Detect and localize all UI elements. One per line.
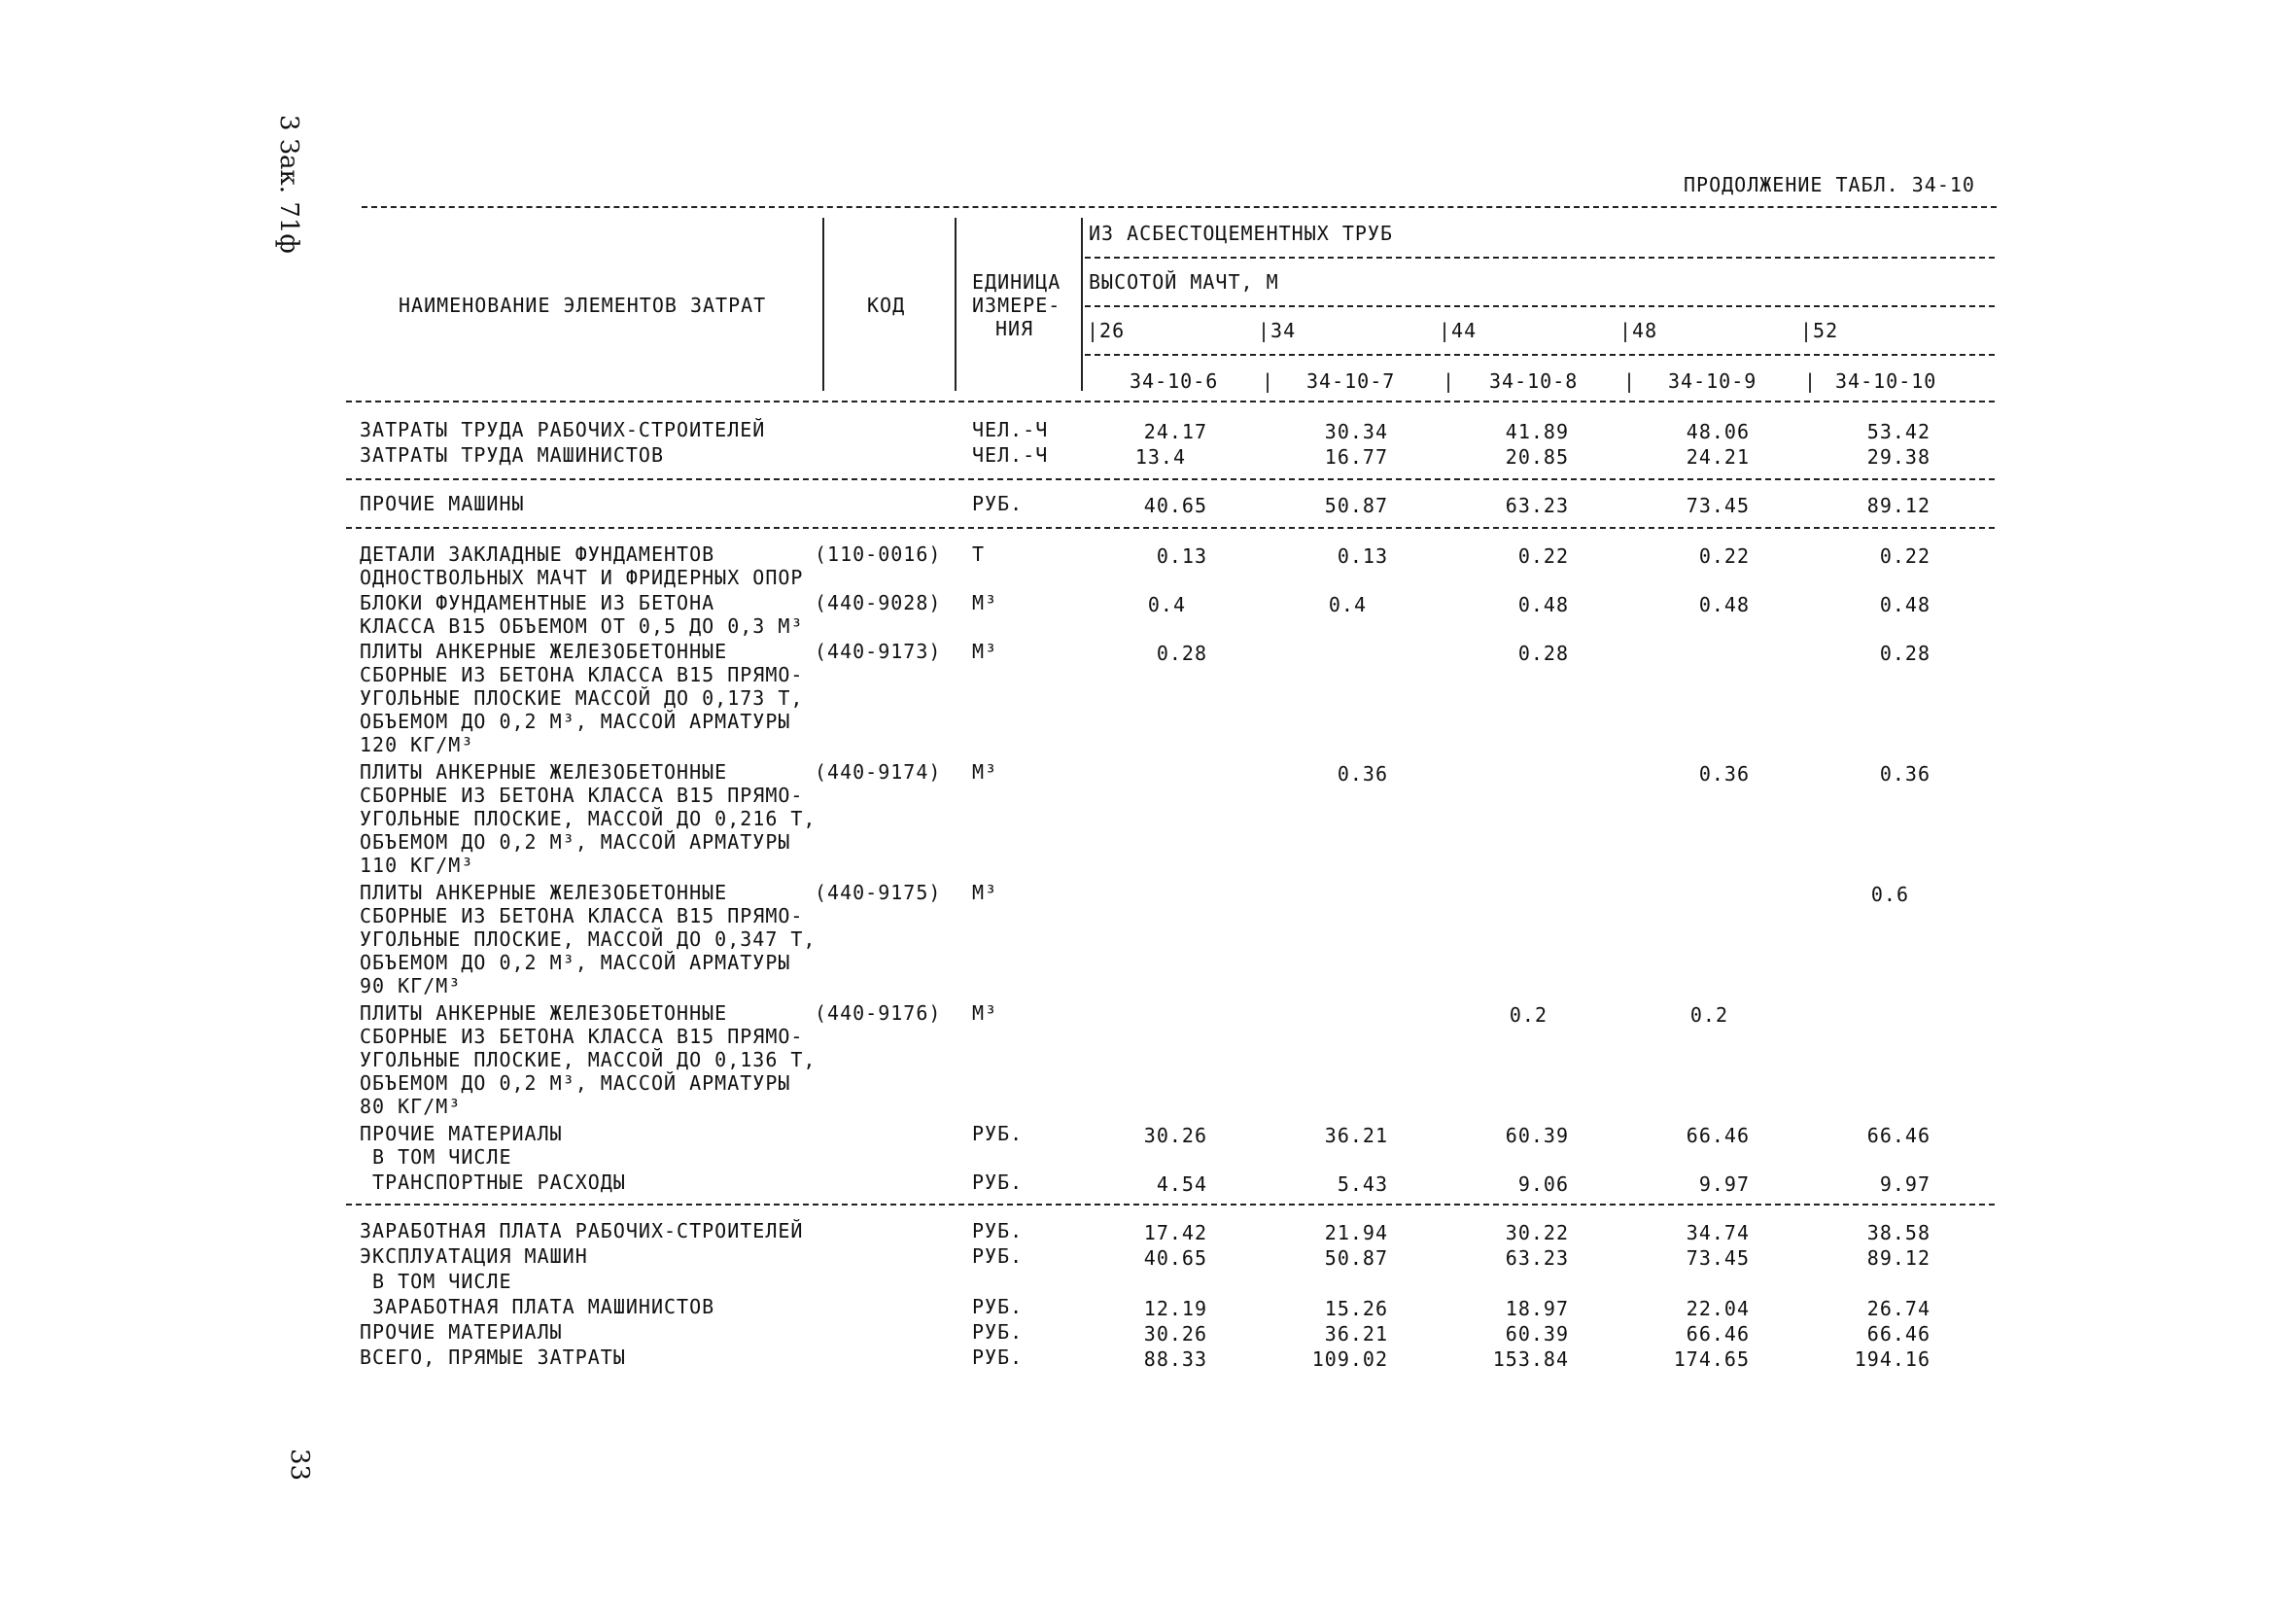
totals-unit-5: РУБ. xyxy=(972,1346,1024,1369)
material-3-val-4: 0.36 xyxy=(1879,762,1931,786)
totals-5-val-2: 153.84 xyxy=(1492,1347,1569,1371)
material-4-val-4: 0.6 xyxy=(1870,883,1909,906)
margin-page-number: 33 xyxy=(285,1449,314,1482)
material-1-val-4: 0.48 xyxy=(1879,593,1931,616)
totals-4-val-3: 66.46 xyxy=(1686,1322,1750,1346)
height-52: |52 xyxy=(1800,319,1839,342)
material-2-val-0: 0.28 xyxy=(1156,642,1207,665)
labor-unit-1: ЧЕЛ.-Ч xyxy=(972,443,1049,467)
code-34-10-10: 34-10-10 xyxy=(1835,369,1937,393)
totals-0-val-2: 30.22 xyxy=(1505,1221,1569,1244)
material-1-unit: М³ xyxy=(972,591,998,614)
totals-4-val-2: 60.39 xyxy=(1505,1322,1569,1346)
totals-name-3: ЗАРАБОТНАЯ ПЛАТА МАШИНИСТОВ xyxy=(360,1295,715,1318)
material-0-line-1: ОДНОСТВОЛЬНЫХ МАЧТ И ФРИДЕРНЫХ ОПОР xyxy=(360,566,804,589)
material-5-line-4: 80 КГ/М³ xyxy=(360,1095,462,1118)
totals-3-val-2: 18.97 xyxy=(1505,1297,1569,1320)
material-3-line-0: ПЛИТЫ АНКЕРНЫЕ ЖЕЛЕЗОБЕТОННЫЕ xyxy=(360,760,728,784)
labor-0-val-1: 30.34 xyxy=(1324,420,1388,443)
totals-name-4: ПРОЧИЕ МАТЕРИАЛЫ xyxy=(360,1320,563,1344)
material-7-val-2: 9.06 xyxy=(1517,1172,1569,1196)
rule-header-heights xyxy=(1085,354,1995,356)
material-1-val-0: 0.4 xyxy=(1147,593,1186,616)
labor-1-val-0: 13.4 xyxy=(1134,445,1186,469)
material-5-code: (440-9176) xyxy=(815,1001,942,1025)
material-1-code: (440-9028) xyxy=(815,591,942,614)
material-2-line-2: УГОЛЬНЫЕ ПЛОСКИЕ МАССОЙ ДО 0,173 Т, xyxy=(360,686,804,710)
header-name-col: НАИМЕНОВАНИЕ ЭЛЕМЕНТОВ ЗАТРАТ xyxy=(399,294,767,317)
height-48: |48 xyxy=(1619,319,1658,342)
totals-unit-4: РУБ. xyxy=(972,1320,1024,1344)
code-34-10-7: 34-10-7 xyxy=(1306,369,1396,393)
labor-0-val-0: 24.17 xyxy=(1143,420,1207,443)
material-2-line-1: СБОРНЫЕ ИЗ БЕТОНА КЛАССА В15 ПРЯМО- xyxy=(360,663,804,686)
material-4-line-1: СБОРНЫЕ ИЗ БЕТОНА КЛАССА В15 ПРЯМО- xyxy=(360,904,804,927)
machines-0-val-1: 50.87 xyxy=(1324,494,1388,517)
material-2-val-2: 0.28 xyxy=(1517,642,1569,665)
machines-unit-0: РУБ. xyxy=(972,492,1024,515)
totals-0-val-0: 17.42 xyxy=(1143,1221,1207,1244)
material-5-line-3: ОБЪЕМОМ ДО 0,2 М³, МАССОЙ АРМАТУРЫ xyxy=(360,1071,791,1095)
totals-5-val-4: 194.16 xyxy=(1854,1347,1931,1371)
material-4-line-3: ОБЪЕМОМ ДО 0,2 М³, МАССОЙ АРМАТУРЫ xyxy=(360,951,791,974)
material-7-val-1: 5.43 xyxy=(1337,1172,1388,1196)
labor-1-val-2: 20.85 xyxy=(1505,445,1569,469)
totals-name-2: В ТОМ ЧИСЛЕ xyxy=(360,1270,512,1293)
material-5-line-0: ПЛИТЫ АНКЕРНЫЕ ЖЕЛЕЗОБЕТОННЫЕ xyxy=(360,1001,728,1025)
rule-top xyxy=(362,206,1997,208)
totals-1-val-3: 73.45 xyxy=(1686,1246,1750,1270)
material-5-line-2: УГОЛЬНЫЕ ПЛОСКИЕ, МАССОЙ ДО 0,136 Т, xyxy=(360,1048,817,1071)
header-group: ИЗ АСБЕСТОЦЕМЕНТНЫХ ТРУБ xyxy=(1089,222,1393,245)
labor-name-0: ЗАТРАТЫ ТРУДА РАБОЧИХ-СТРОИТЕЛЕЙ xyxy=(360,418,766,441)
totals-4-val-1: 36.21 xyxy=(1324,1322,1388,1346)
header-unit-col-2: ИЗМЕРЕ- xyxy=(972,294,1061,317)
code-sep-4: | xyxy=(1804,369,1818,393)
material-0-val-3: 0.22 xyxy=(1698,544,1750,568)
material-5-line-1: СБОРНЫЕ ИЗ БЕТОНА КЛАССА В15 ПРЯМО- xyxy=(360,1025,804,1048)
totals-0-val-3: 34.74 xyxy=(1686,1221,1750,1244)
code-34-10-8: 34-10-8 xyxy=(1489,369,1579,393)
height-44: |44 xyxy=(1439,319,1478,342)
material-4-unit: М³ xyxy=(972,881,998,904)
totals-3-val-3: 22.04 xyxy=(1686,1297,1750,1320)
labor-0-val-3: 48.06 xyxy=(1686,420,1750,443)
labor-0-val-2: 41.89 xyxy=(1505,420,1569,443)
material-1-line-0: БЛОКИ ФУНДАМЕНТНЫЕ ИЗ БЕТОНА xyxy=(360,591,715,614)
material-6-val-2: 60.39 xyxy=(1505,1124,1569,1147)
totals-unit-1: РУБ. xyxy=(972,1244,1024,1268)
material-6-val-3: 66.46 xyxy=(1686,1124,1750,1147)
material-6-val-4: 66.46 xyxy=(1866,1124,1931,1147)
totals-0-val-1: 21.94 xyxy=(1324,1221,1388,1244)
header-unit-col-3: НИЯ xyxy=(995,317,1034,340)
material-7-val-3: 9.97 xyxy=(1698,1172,1750,1196)
material-2-line-3: ОБЪЕМОМ ДО 0,2 М³, МАССОЙ АРМАТУРЫ xyxy=(360,710,791,733)
rule-header-group xyxy=(1085,257,1995,259)
material-2-unit: М³ xyxy=(972,640,998,663)
machines-0-val-4: 89.12 xyxy=(1866,494,1931,517)
labor-1-val-4: 29.38 xyxy=(1866,445,1931,469)
totals-name-0: ЗАРАБОТНАЯ ПЛАТА РАБОЧИХ-СТРОИТЕЛЕЙ xyxy=(360,1219,804,1242)
totals-unit-3: РУБ. xyxy=(972,1295,1024,1318)
header-divider-1 xyxy=(822,218,824,391)
totals-5-val-1: 109.02 xyxy=(1311,1347,1388,1371)
totals-1-val-0: 40.65 xyxy=(1143,1246,1207,1270)
code-sep-3: | xyxy=(1623,369,1637,393)
totals-unit-0: РУБ. xyxy=(972,1219,1024,1242)
material-6-val-1: 36.21 xyxy=(1324,1124,1388,1147)
code-34-10-6: 34-10-6 xyxy=(1130,369,1219,393)
material-7-val-0: 4.54 xyxy=(1156,1172,1207,1196)
totals-3-val-0: 12.19 xyxy=(1143,1297,1207,1320)
totals-1-val-2: 63.23 xyxy=(1505,1246,1569,1270)
material-3-line-3: ОБЪЕМОМ ДО 0,2 М³, МАССОЙ АРМАТУРЫ xyxy=(360,830,791,854)
material-3-unit: М³ xyxy=(972,760,998,784)
material-0-val-1: 0.13 xyxy=(1337,544,1388,568)
material-6-unit: РУБ. xyxy=(972,1122,1024,1145)
material-4-line-2: УГОЛЬНЫЕ ПЛОСКИЕ, МАССОЙ ДО 0,347 Т, xyxy=(360,927,817,951)
margin-order-note: 3 Зак. 71ф xyxy=(274,115,303,254)
totals-0-val-4: 38.58 xyxy=(1866,1221,1931,1244)
material-2-code: (440-9173) xyxy=(815,640,942,663)
height-26: |26 xyxy=(1087,319,1126,342)
material-1-line-1: КЛАССА В15 ОБЪЕМОМ ОТ 0,5 ДО 0,3 М³ xyxy=(360,614,804,638)
header-subgroup: ВЫСОТОЙ МАЧТ, М xyxy=(1089,270,1279,294)
totals-1-val-1: 50.87 xyxy=(1324,1246,1388,1270)
material-7-unit: РУБ. xyxy=(972,1171,1024,1194)
machines-0-val-3: 73.45 xyxy=(1686,494,1750,517)
totals-name-1: ЭКСПЛУАТАЦИЯ МАШИН xyxy=(360,1244,588,1268)
totals-5-val-3: 174.65 xyxy=(1673,1347,1750,1371)
header-divider-3 xyxy=(1081,218,1083,391)
totals-3-val-1: 15.26 xyxy=(1324,1297,1388,1320)
machines-name-0: ПРОЧИЕ МАШИНЫ xyxy=(360,492,525,515)
machines-0-val-0: 40.65 xyxy=(1143,494,1207,517)
material-7-val-4: 9.97 xyxy=(1879,1172,1931,1196)
labor-unit-0: ЧЕЛ.-Ч xyxy=(972,418,1049,441)
material-3-line-2: УГОЛЬНЫЕ ПЛОСКИЕ, МАССОЙ ДО 0,216 Т, xyxy=(360,807,817,830)
header-code-col: КОД xyxy=(867,294,906,317)
code-sep-2: | xyxy=(1443,369,1456,393)
material-0-val-0: 0.13 xyxy=(1156,544,1207,568)
material-0-code: (110-0016) xyxy=(815,542,942,566)
machines-0-val-2: 63.23 xyxy=(1505,494,1569,517)
material-5-val-3: 0.2 xyxy=(1689,1003,1728,1027)
material-3-val-3: 0.36 xyxy=(1698,762,1750,786)
code-sep-1: | xyxy=(1262,369,1275,393)
header-unit-col-1: ЕДИНИЦА xyxy=(972,270,1061,294)
totals-5-val-0: 88.33 xyxy=(1143,1347,1207,1371)
material-3-val-1: 0.36 xyxy=(1337,762,1388,786)
material-0-line-0: ДЕТАЛИ ЗАКЛАДНЫЕ ФУНДАМЕНТОВ xyxy=(360,542,715,566)
material-4-line-0: ПЛИТЫ АНКЕРНЫЕ ЖЕЛЕЗОБЕТОННЫЕ xyxy=(360,881,728,904)
material-0-val-2: 0.22 xyxy=(1517,544,1569,568)
height-34: |34 xyxy=(1258,319,1297,342)
material-1-val-3: 0.48 xyxy=(1698,593,1750,616)
material-0-val-4: 0.22 xyxy=(1879,544,1931,568)
table-caption: ПРОДОЛЖЕНИЕ ТАБЛ. 34-10 xyxy=(1684,173,1975,196)
header-divider-2 xyxy=(955,218,957,391)
labor-0-val-4: 53.42 xyxy=(1866,420,1931,443)
rule-header-bottom xyxy=(346,401,1995,402)
material-4-line-4: 90 КГ/М³ xyxy=(360,974,462,997)
rule-after-labor xyxy=(346,478,1995,480)
rule-header-subgroup xyxy=(1085,305,1995,307)
material-6-line-0: ПРОЧИЕ МАТЕРИАЛЫ xyxy=(360,1122,563,1145)
labor-name-1: ЗАТРАТЫ ТРУДА МАШИНИСТОВ xyxy=(360,443,664,467)
rule-after-materials xyxy=(346,1204,1995,1206)
rule-after-machines xyxy=(346,527,1995,529)
material-1-val-2: 0.48 xyxy=(1517,593,1569,616)
totals-1-val-4: 89.12 xyxy=(1866,1246,1931,1270)
material-6-val-0: 30.26 xyxy=(1143,1124,1207,1147)
material-5-unit: М³ xyxy=(972,1001,998,1025)
totals-3-val-4: 26.74 xyxy=(1866,1297,1931,1320)
material-2-val-4: 0.28 xyxy=(1879,642,1931,665)
material-6-line-1: В ТОМ ЧИСЛЕ xyxy=(360,1145,512,1169)
material-1-val-1: 0.4 xyxy=(1328,593,1367,616)
material-3-code: (440-9174) xyxy=(815,760,942,784)
material-3-line-1: СБОРНЫЕ ИЗ БЕТОНА КЛАССА В15 ПРЯМО- xyxy=(360,784,804,807)
labor-1-val-3: 24.21 xyxy=(1686,445,1750,469)
material-0-unit: Т xyxy=(972,542,986,566)
totals-4-val-4: 66.46 xyxy=(1866,1322,1931,1346)
material-3-line-4: 110 КГ/М³ xyxy=(360,854,474,877)
material-2-line-4: 120 КГ/М³ xyxy=(360,733,474,756)
material-5-val-2: 0.2 xyxy=(1509,1003,1548,1027)
code-34-10-9: 34-10-9 xyxy=(1668,369,1757,393)
material-7-line-0: ТРАНСПОРТНЫЕ РАСХОДЫ xyxy=(360,1171,626,1194)
labor-1-val-1: 16.77 xyxy=(1324,445,1388,469)
material-2-line-0: ПЛИТЫ АНКЕРНЫЕ ЖЕЛЕЗОБЕТОННЫЕ xyxy=(360,640,728,663)
totals-name-5: ВСЕГО, ПРЯМЫЕ ЗАТРАТЫ xyxy=(360,1346,626,1369)
material-4-code: (440-9175) xyxy=(815,881,942,904)
totals-4-val-0: 30.26 xyxy=(1143,1322,1207,1346)
